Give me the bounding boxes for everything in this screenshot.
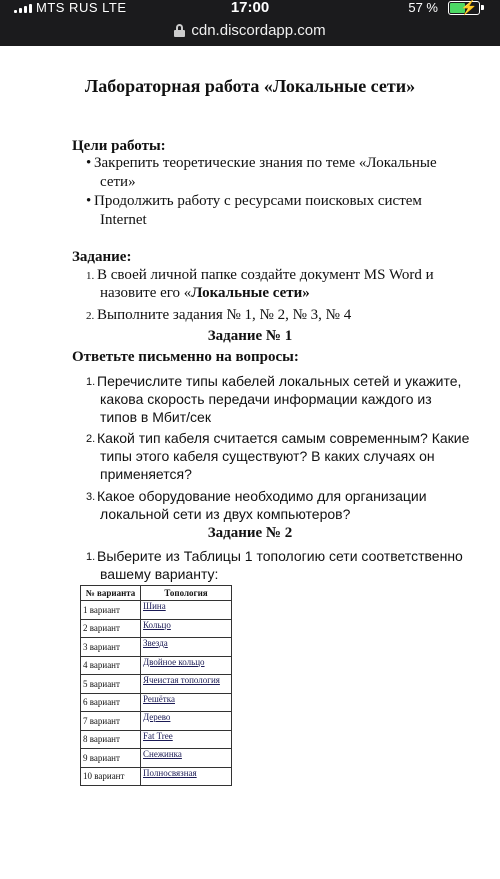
topology-cell	[141, 638, 232, 657]
table-header-row	[81, 586, 232, 601]
variant-cell: 2 вариант	[81, 619, 141, 638]
battery-percentage: 57 %	[408, 0, 438, 15]
document-page	[0, 46, 500, 879]
task1-heading: Задание № 1	[207, 328, 293, 344]
goals-heading: Цели работы:	[72, 138, 166, 154]
topology-cell	[141, 656, 232, 675]
goal-item	[86, 154, 466, 192]
topology-link[interactable]: Ячеистая топология	[143, 675, 220, 685]
variant-cell: 3 вариант	[81, 638, 141, 657]
table-row	[81, 619, 232, 638]
table-row	[81, 712, 232, 731]
question-line: Какой тип кабеля считается самым современным? Какие	[97, 430, 470, 446]
topology-cell	[141, 693, 232, 712]
task-line-prefix: назовите его «	[100, 285, 192, 301]
list-number: 2.	[86, 433, 96, 445]
topology-link[interactable]: Решётка	[143, 693, 175, 704]
topology-cell	[141, 619, 232, 638]
goal-item	[86, 192, 466, 230]
goal-line: сети»	[100, 174, 136, 190]
question-line: типы этого кабеля существуют? В каких случаях он	[100, 448, 435, 464]
question-line: типов в Мбит/сек	[100, 409, 211, 425]
task2-line: вашему варианту:	[100, 566, 219, 582]
list-number: 1.	[86, 551, 96, 563]
table-row	[81, 767, 232, 786]
table-row	[81, 749, 232, 768]
goal-line: Закрепить теоретические знания по теме «Локальные	[94, 155, 437, 171]
question-line: локальной сети из двух компьютеров?	[100, 506, 351, 522]
topology-cell	[141, 749, 232, 768]
topology-cell	[141, 767, 232, 786]
browser-chrome	[0, 0, 500, 46]
goal-line: Продолжить работу с ресурсами поисковых систем	[94, 193, 422, 209]
topology-link[interactable]: Звезда	[143, 638, 168, 648]
battery-tip	[481, 5, 484, 10]
task-heading: Задание:	[72, 249, 132, 265]
variant-cell: 5 вариант	[81, 675, 141, 694]
topology-cell	[141, 712, 232, 731]
topology-link[interactable]: Fat Tree	[143, 730, 173, 741]
list-number: 2.	[86, 310, 95, 322]
question-line: Перечислите типы кабелей локальных сетей и укажите,	[97, 373, 462, 389]
task-item	[86, 266, 476, 302]
task1-subheading: Ответьте письменно на вопросы:	[72, 349, 299, 365]
topology-link[interactable]: Дерево	[143, 712, 171, 722]
topology-cell	[141, 601, 232, 620]
goal-line: Internet	[100, 212, 147, 228]
column-header-topology: Топология	[141, 586, 232, 601]
question-line: какова скорость передачи информации каждого из	[100, 391, 432, 407]
question-item	[86, 429, 476, 483]
variant-cell: 6 вариант	[81, 693, 141, 712]
variant-cell: 9 вариант	[81, 749, 141, 768]
table-row	[81, 656, 232, 675]
task2-item	[86, 547, 476, 583]
variant-cell: 8 вариант	[81, 730, 141, 749]
task-line: В своей личной папке создайте документ MS Word и	[97, 267, 434, 283]
topology-link[interactable]: Двойное кольцо	[143, 656, 205, 667]
variant-cell: 1 вариант	[81, 601, 141, 620]
task-line	[86, 284, 476, 302]
charging-bolt-icon: ⚡	[460, 0, 478, 15]
address-bar[interactable]	[0, 16, 500, 44]
task-line: Выполните задания № 1, № 2, № 3, № 4	[97, 307, 352, 323]
question-item	[86, 372, 476, 426]
status-bar	[0, 0, 500, 16]
carrier-label: MTS RUS LTE	[36, 0, 127, 15]
variant-cell: 4 вариант	[81, 656, 141, 675]
table-row	[81, 601, 232, 620]
question-item	[86, 487, 476, 523]
bullet-marker: •	[86, 193, 92, 209]
topology-cell	[141, 730, 232, 749]
topology-link[interactable]: Шина	[143, 601, 166, 611]
variant-cell: 7 вариант	[81, 712, 141, 731]
document-name-bold: Локальные сети»	[191, 285, 310, 301]
list-number: 1.	[86, 376, 96, 388]
lock-icon	[174, 24, 185, 37]
document-title: Лабораторная работа «Локальные сети»	[84, 76, 416, 96]
topology-cell	[141, 675, 232, 694]
question-line: применяется?	[100, 466, 192, 482]
table-row	[81, 730, 232, 749]
topology-link[interactable]: Снежинка	[143, 749, 182, 759]
list-number: 3.	[86, 491, 96, 503]
task2-line: Выберите из Таблицы 1 топологию сети соответственно	[97, 548, 463, 564]
task-item	[86, 306, 476, 324]
list-number: 1.	[86, 270, 95, 282]
column-header-variant: № варианта	[81, 586, 141, 601]
battery-icon	[448, 1, 480, 15]
topology-table	[80, 585, 232, 786]
table-row	[81, 693, 232, 712]
table-row	[81, 675, 232, 694]
question-line: Какое оборудование необходимо для организации	[97, 488, 427, 504]
url-text[interactable]: cdn.discordapp.com	[191, 21, 326, 39]
topology-link[interactable]: Кольцо	[143, 619, 171, 630]
bullet-marker: •	[86, 155, 92, 171]
task2-heading: Задание № 2	[207, 525, 293, 541]
status-clock: 17:00	[230, 0, 270, 16]
topology-link[interactable]: Полносвязная	[143, 767, 197, 778]
variant-cell: 10 вариант	[81, 767, 141, 786]
table-row	[81, 638, 232, 657]
